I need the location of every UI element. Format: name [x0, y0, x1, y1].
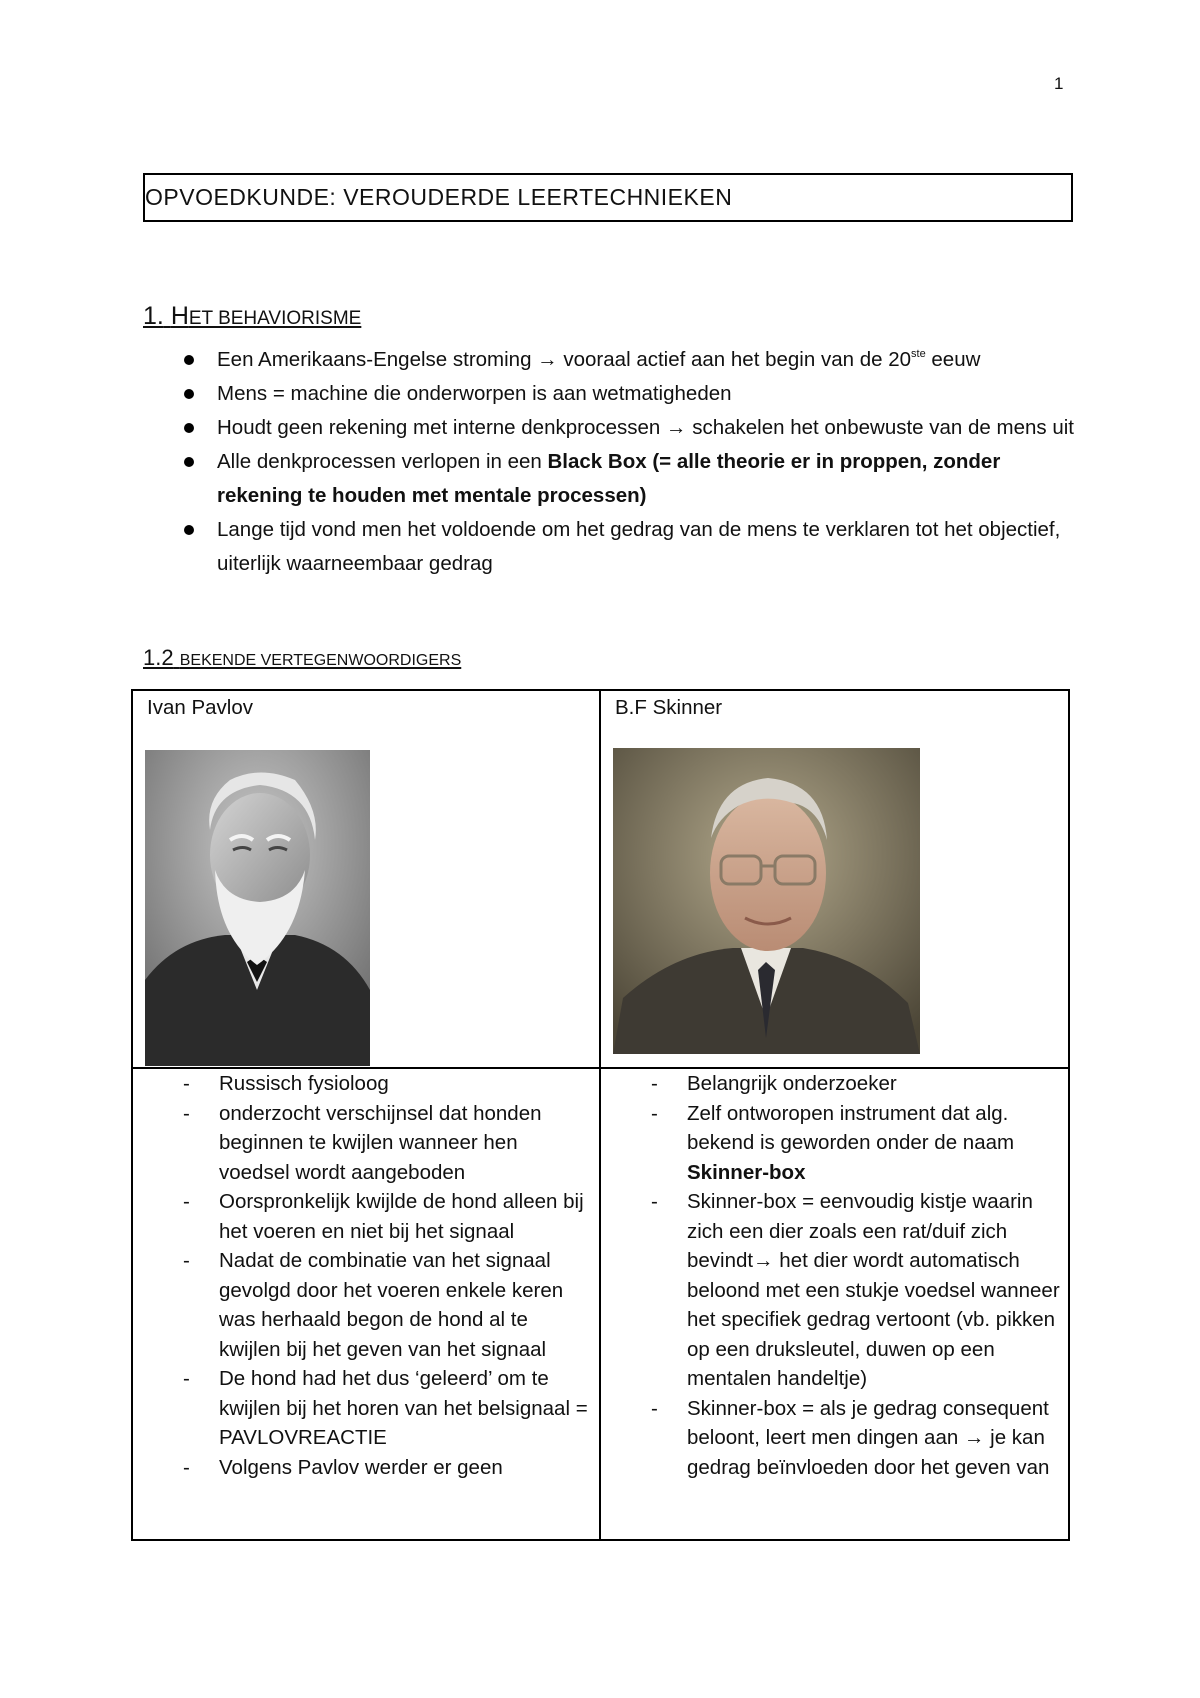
- skinner-header-cell: [600, 690, 1069, 1068]
- skinner-details-cell: [600, 1068, 1069, 1540]
- section-heading-behaviorisme: [143, 302, 361, 331]
- bullet-icon: [184, 423, 194, 433]
- table-row: [132, 1068, 1069, 1540]
- list-item: - Belangrijk onderzoeker: [651, 1072, 897, 1095]
- list-item: - Nadat de combinatie van het signaal gevolgd door het voeren enkele keren was herhaald begon de hond al te kwijlen bij het geven van het signaal: [183, 1249, 564, 1361]
- arrow-icon: →: [963, 1426, 985, 1449]
- list-item: - Zelf ontworopen instrument dat alg. bekend is geworden onder de naam Skinner-box: [651, 1101, 1015, 1184]
- list-item: - Skinner-box = als je gedrag consequent beloont, leert men dingen aan → je kan gedrag beïnvloeden door het geven van: [651, 1396, 1050, 1479]
- bullet-item: Lange tijd vond men het voldoende om het gedrag van de mens te verklaren tot het objectief, uiterlijk waarneembaar gedrag: [176, 513, 1076, 581]
- section-number: 1.: [143, 302, 164, 330]
- list-item: - Volgens Pavlov werder er geen: [183, 1455, 503, 1479]
- pavlov-facts-list: [133, 1069, 599, 1482]
- skinner-facts-list: [601, 1069, 1068, 1482]
- arrow-icon: →: [537, 348, 558, 371]
- skinner-portrait: [613, 748, 920, 1054]
- document-title: OPVOEDKUNDE: VEROUDERDE LEERTECHNIEKEN: [143, 173, 1073, 222]
- list-item: - onderzocht verschijnsel dat honden beginnen te kwijlen wanneer hen voedsel wordt aangeboden: [183, 1101, 542, 1184]
- subsection-number: 1.2: [143, 645, 174, 670]
- subsection-title: BEKENDE VERTEGENWOORDIGERS: [179, 652, 462, 669]
- list-item: - Russisch fysioloog: [183, 1072, 389, 1095]
- bullet-item: Een Amerikaans-Engelse stroming → vooraal actief aan het begin van de 20ste eeuw: [176, 343, 1076, 377]
- bullet-item: Alle denkprocessen verlopen in een Black Box (= alle theorie er in proppen, zonder rekening te houden met mentale processen): [176, 445, 1076, 513]
- pavlov-details-cell: [132, 1068, 600, 1540]
- list-item: - Oorspronkelijk kwijlde de hond alleen bij het voeren en niet bij het signaal: [183, 1190, 584, 1243]
- section-title-first-letter: H: [170, 302, 189, 330]
- bullet-icon: [184, 457, 194, 467]
- subsection-heading-vertegenwoordigers: [143, 645, 461, 671]
- list-item: - Skinner-box = eenvoudig kistje waarin zich een dier zoals een rat/duif zich bevindt→ het dier wordt automatisch beloond met een stukje voedsel wanneer het specifiek gedrag vertoont (vb. pikken op een druksleutel, duwen op een mentalen handeltje): [651, 1190, 1060, 1390]
- bullet-icon: [184, 389, 194, 399]
- representatives-table: [131, 689, 1070, 1541]
- page-number: 1: [1054, 74, 1064, 93]
- pavlov-header-cell: [132, 690, 600, 1068]
- arrow-icon: →: [666, 416, 687, 439]
- pavlov-portrait: [145, 750, 370, 1066]
- pavlov-name: Ivan Pavlov: [147, 696, 253, 719]
- bullet-icon: [184, 525, 194, 535]
- list-item: - De hond had het dus ‘geleerd’ om te kwijlen bij het horen van het belsignaal = PAVLOVREACTIE: [183, 1367, 588, 1449]
- table-row: [132, 690, 1069, 1068]
- bullet-item: Houdt geen rekening met interne denkprocessen → schakelen het onbewuste van de mens uit: [176, 411, 1076, 445]
- section-title-rest: ET BEHAVIORISME: [188, 308, 362, 329]
- skinner-name: B.F Skinner: [615, 696, 723, 719]
- arrow-icon: →: [753, 1249, 774, 1272]
- behaviorism-bullet-list: [176, 343, 1076, 581]
- bullet-icon: [184, 355, 194, 365]
- bullet-item: Mens = machine die onderworpen is aan wetmatigheden: [176, 377, 1076, 411]
